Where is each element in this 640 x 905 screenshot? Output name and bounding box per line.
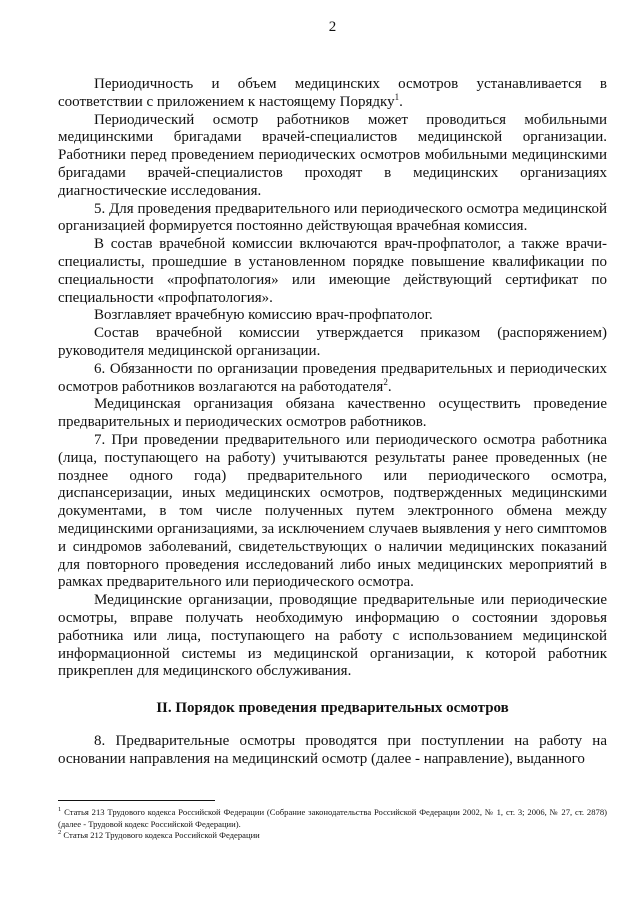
paragraph-text: Возглавляет врачебную комиссию врач-профпатолог. bbox=[94, 307, 433, 324]
paragraph bbox=[58, 325, 607, 361]
paragraph bbox=[58, 432, 607, 592]
paragraph bbox=[58, 112, 607, 201]
paragraph bbox=[58, 236, 607, 307]
footnote-reference: 2 bbox=[383, 376, 388, 387]
paragraph bbox=[58, 307, 607, 325]
body-after-section bbox=[58, 733, 607, 769]
paragraph-text: 8. Предварительные осмотры проводятся при поступлении на работу на основании направления на медицинский осмотр (далее - направление), выданного bbox=[58, 733, 607, 767]
paragraph bbox=[58, 396, 607, 432]
footnote-text: Статья 213 Трудового кодекса Российской Федерации (Собрание законодательства Российской Федерации 2002, № 1, ст. 3; 2006, № 27, ст. 2878) (далее - Трудовой кодекс Российской Федерации). bbox=[58, 807, 607, 829]
paragraph-tail: . bbox=[399, 93, 403, 110]
paragraph-tail: . bbox=[387, 378, 392, 395]
paragraph bbox=[58, 733, 607, 769]
paragraph-text: Медицинская организация обязана качественно осуществить проведение предварительных и периодических осмотров работников. bbox=[58, 396, 607, 431]
paragraph bbox=[58, 201, 607, 237]
paragraph bbox=[58, 361, 607, 397]
body-before-section bbox=[58, 76, 607, 681]
section-title: II. Порядок проведения предварительных осмотров bbox=[156, 700, 509, 717]
paragraph-text: Периодический осмотр работников может проводиться мобильными медицинскими бригадами врачей-специалистов медицинской организации. Работники перед проведением периодических осмотров мобильными медицинскими бригадами врачей-специалистов проходят в медицинских организациях диагностические исследования. bbox=[58, 111, 607, 199]
footnote-divider bbox=[58, 800, 215, 801]
paragraph-text: В состав врачебной комиссии включаются врач-профпатолог, а также врачи-специалисты, прошедшие в установленном порядке повышение квалификации по специальности «профпатология» или имеющие действующий сертификат по специальности «профпатология». bbox=[58, 236, 607, 306]
paragraph-text: Состав врачебной комиссии утверждается приказом (распоряжением) руководителя медицинской организации. bbox=[58, 325, 607, 359]
footnote bbox=[58, 830, 607, 842]
paragraph-text: 7. При проведении предварительного или периодического осмотра работника (лица, поступающего на работу) учитываются результаты ранее проведенных (не позднее одного года) предварительного или периодического осмотра, диспансеризации, иных медицинских осмотров, подтвержденных медицинскими документами, в том числе полученных путем электронного обмена между медицинскими организациями, за исключением случаев выявления у него симптомов и синдромов заболеваний, свидетельствующих о наличии медицинских показаний для повторного проведения исследований либо иных медицинских мероприятий в рамках предварительного или периодического осмотра. bbox=[58, 431, 607, 591]
footnote-text: Статья 212 Трудового кодекса Российской Федерации bbox=[61, 830, 260, 840]
page-number: 2 bbox=[328, 19, 337, 35]
paragraph-text: 6. Обязанности по организации проведения предварительных и периодических осмотров работников возлагаются на работодателя bbox=[58, 360, 607, 395]
footnote bbox=[58, 807, 607, 830]
paragraph bbox=[58, 76, 607, 112]
paragraph-text: Периодичность и объем медицинских осмотров устанавливается в соответствии с приложением к настоящему Порядку bbox=[58, 76, 607, 110]
footnote-reference: 1 bbox=[394, 91, 400, 102]
paragraph-text: Медицинские организации, проводящие предварительные или периодические осмотры, вправе получать необходимую информацию о состоянии здоровья работника или лица, поступающего на работу с использованием медицинской информационной системы из медицинской организации, к которой работник прикреплен для медицинского обслуживания. bbox=[58, 592, 607, 680]
paragraph bbox=[58, 592, 607, 681]
footnote-list bbox=[58, 807, 607, 842]
paragraph-text: 5. Для проведения предварительного или периодического осмотра медицинской организацией формируется постоянно действующая врачебная комиссия. bbox=[58, 200, 607, 235]
footnote-mark: 2 bbox=[58, 829, 62, 837]
footnotes bbox=[58, 800, 607, 842]
footnote-mark: 1 bbox=[58, 806, 62, 814]
